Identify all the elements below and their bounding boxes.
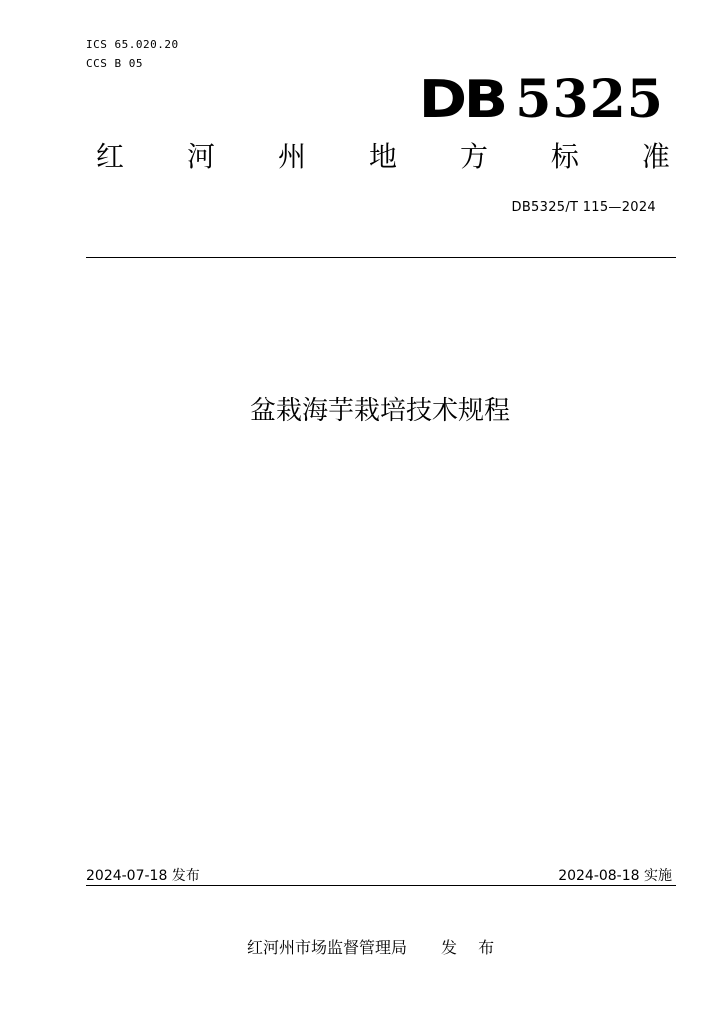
ics-code: ICS 65.020.20 [86, 38, 179, 51]
standard-name-char: 河 [186, 140, 215, 173]
publisher-name: 红河州市场监督管理局 [247, 938, 408, 957]
standard-name-char: 州 [277, 140, 306, 173]
standard-code: DB5325/T 115—2024 [511, 200, 656, 215]
standard-category-name [96, 140, 670, 174]
standard-name-char: 地 [368, 140, 397, 173]
db-logo [419, 69, 664, 130]
implementation-date: 2024-08-18 实施 [558, 868, 672, 884]
footer-divider [86, 885, 676, 886]
standard-name-char: 准 [641, 140, 670, 173]
logo-number: 5325 [515, 69, 664, 130]
ccs-code: CCS B 05 [86, 57, 143, 70]
standard-name-char: 标 [550, 140, 579, 173]
standard-name-char: 红 [96, 140, 125, 173]
issue-date: 2024-07-18 发布 [86, 868, 200, 884]
header-divider [86, 257, 676, 258]
logo-prefix: DB [419, 70, 506, 130]
publisher-line [247, 935, 502, 958]
document-title: 盆栽海芋栽培技术规程 [249, 396, 510, 426]
standard-name-char: 方 [459, 140, 488, 173]
issued-label: 发 布 [441, 938, 503, 957]
